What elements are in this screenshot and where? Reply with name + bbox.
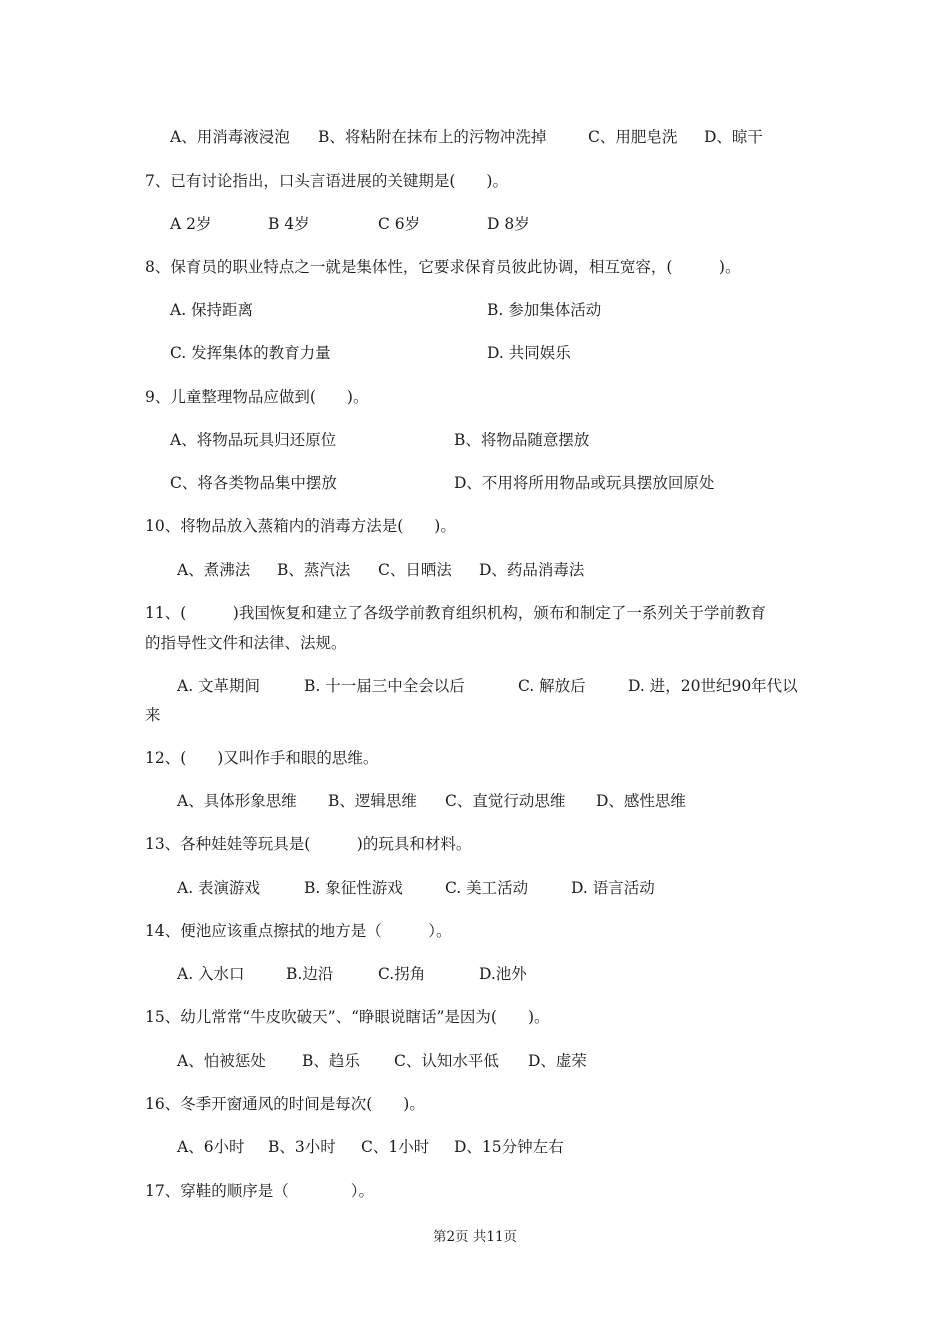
page-footer: 第2页 共11页 [432, 1229, 518, 1245]
q14-option-c: C.拐角 [378, 965, 426, 983]
q9-option-a: A、将物品玩具归还原位 [170, 431, 337, 449]
q13-option-a: A. 表演游戏 [177, 879, 261, 897]
q7-option-a: A 2岁 [170, 215, 212, 233]
q15-stem: 15、幼儿常常“牛皮吹破天”、“睁眼说瞎话”是因为( )。 [145, 1008, 550, 1026]
q17-stem: 17、穿鞋的顺序是（ ）。 [145, 1182, 374, 1200]
q6-option-c: C、用肥皂洗 [588, 128, 678, 146]
q6-option-b: B、将粘附在抹布上的污物冲洗掉 [318, 128, 547, 146]
q16-option-c: C、1小时 [361, 1138, 430, 1156]
q12-stem: 12、( )又叫作手和眼的思维。 [145, 749, 379, 767]
q7-stem: 7、已有讨论指出，口头言语进展的关键期是( )。 [145, 172, 508, 190]
q13-option-c: C. 美工活动 [445, 879, 529, 897]
q15-option-c: C、认知水平低 [394, 1052, 499, 1070]
q9-option-b: B、将物品随意摆放 [454, 431, 590, 449]
q7-option-d: D 8岁 [487, 215, 530, 233]
q15-option-a: A、怕被惩处 [177, 1052, 266, 1070]
q8-option-a: A. 保持距离 [170, 301, 254, 319]
q12-option-c: C、直觉行动思维 [445, 792, 566, 810]
q10-option-a: A、煮沸法 [177, 561, 251, 579]
q7-option-b: B 4岁 [268, 215, 310, 233]
q12-option-a: A、具体形象思维 [177, 792, 297, 810]
q11-option-c: C. 解放后 [518, 677, 586, 695]
q7-option-c: C 6岁 [378, 215, 421, 233]
q11-option-d: D. 进，20世纪90年代以 [628, 677, 798, 695]
q13-option-d: D. 语言活动 [571, 879, 655, 897]
q9-option-c: C、将各类物品集中摆放 [170, 474, 337, 492]
q9-option-d: D、不用将所用物品或玩具摆放回原处 [454, 474, 715, 492]
q15-option-b: B、趋乐 [302, 1052, 360, 1070]
q12-option-d: D、感性思维 [596, 792, 686, 810]
q11-option-a: A. 文革期间 [177, 677, 261, 695]
q16-option-b: B、3小时 [268, 1138, 336, 1156]
q10-stem: 10、将物品放入蒸箱内的消毒方法是( )。 [145, 517, 456, 535]
q14-option-a: A. 入水口 [177, 965, 245, 983]
q9-stem: 9、儿童整理物品应做到( )。 [145, 388, 369, 406]
q8-option-c: C. 发挥集体的教育力量 [170, 344, 331, 362]
q14-stem: 14、便池应该重点擦拭的地方是（ ）。 [145, 922, 452, 940]
q13-stem: 13、各种娃娃等玩具是( )的玩具和材料。 [145, 835, 472, 853]
q10-option-d: D、药品消毒法 [479, 561, 585, 579]
q6-option-d: D、晾干 [704, 128, 763, 146]
q14-option-d: D.池外 [479, 965, 527, 983]
q15-option-d: D、虚荣 [528, 1052, 587, 1070]
q11-stem-line1: 11、( )我国恢复和建立了各级学前教育组织机构，颁布和制定了一系列关于学前教育 [145, 604, 766, 622]
q11-option-d-wrap: 来 [145, 706, 161, 724]
q16-stem: 16、冬季开窗通风的时间是每次( )。 [145, 1095, 425, 1113]
q10-option-b: B、蒸汽法 [277, 561, 351, 579]
q16-option-a: A、6小时 [177, 1138, 245, 1156]
q8-stem: 8、保育员的职业特点之一就是集体性，它要求保育员彼此协调，相互宽容，( )。 [145, 258, 741, 276]
q8-option-d: D. 共同娱乐 [487, 344, 571, 362]
q8-option-b: B. 参加集体活动 [487, 301, 602, 319]
q6-option-a: A、用消毒液浸泡 [170, 128, 290, 146]
q14-option-b: B.边沿 [286, 965, 334, 983]
q13-option-b: B. 象征性游戏 [304, 879, 403, 897]
q11-option-b: B. 十一届三中全会以后 [304, 677, 465, 695]
q12-option-b: B、逻辑思维 [328, 792, 417, 810]
q16-option-d: D、15分钟左右 [454, 1138, 564, 1156]
q11-stem-line2: 的指导性文件和法律、法规。 [145, 634, 347, 652]
q10-option-c: C、日晒法 [378, 561, 452, 579]
